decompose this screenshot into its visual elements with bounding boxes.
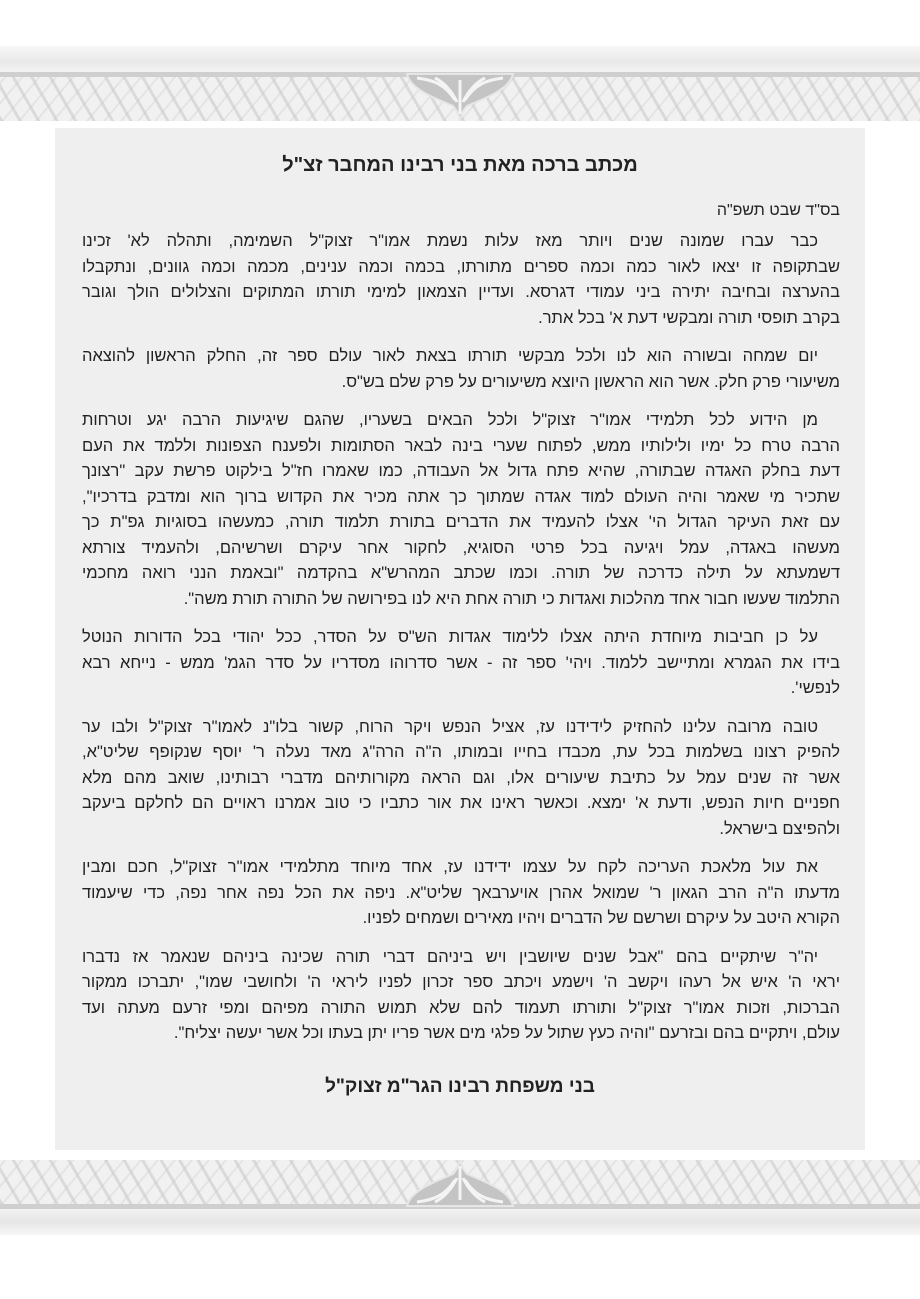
paragraph <box>82 945 840 1047</box>
paragraph <box>82 625 840 702</box>
paragraph-line: שבתקופה זו יצאו לאור כמה וכמה ספרים מתורתו, בכמה וכמה ענינים, מכמה וכמה גוונים, ונתקבלו <box>82 257 840 276</box>
paragraph-line: בקרב תופסי תורה ומבקשי דעת א' בכל אתר. <box>538 308 840 327</box>
paragraph-line: עולם, ויתקיים בהם ובזרעם "והיה כעץ שתול על פלגי מים אשר פריו יתן בעתו וכל אשר יעשה יצליח". <box>173 1024 840 1042</box>
paragraph-line: משיעורי פרק חלק. אשר הוא הראשון היוצא משיעורים על פרק שלם בש"ס. <box>341 372 840 391</box>
top-border-bar <box>0 46 920 72</box>
paragraph-line: בהערצה ובחיבה יתירה ביני עמודי דגרסא. ועדיין הצמאון למימי תורתו המתוקים והצלולים הולך וגובר <box>82 283 840 301</box>
paragraph-line: ולהפיצם בישראל. <box>719 819 840 838</box>
paragraph-line: מן הידוע לכל תלמידי אמו"ר זצוק"ל ולכל הבאים בשעריו, שהגם שיגיעות הרבה יגע וטרחות <box>82 411 818 429</box>
paragraph-line: על כן חביבות מיוחדת היתה אצלו ללימוד אגדות הש"ס על הסדר, ככל יהודי בכל הדורות הנוטל <box>82 628 818 646</box>
paragraph-line: מדעתו ה"ה הרב הגאון ר' שמואל אהרן אויערבאך שליט"א. ניפה את הכל נפה אחר נפה, כדי שיעמוד <box>82 883 840 902</box>
letter-title: מכתב ברכה מאת בני רבינו המחבר זצ"ל <box>282 154 638 176</box>
paragraph-line: את עול מלאכת העריכה לקח על עצמו ידידנו עז, אחד מיוחד מתלמידי אמו"ר זצוק"ל, חכם ומבין <box>82 858 818 876</box>
paragraph-line: הברכות, וזכות אמו"ר זצוק"ל ותורתו תעמוד להם שלא תמוש התורה מפיהם ומפי זרעם מעתה ועד <box>82 998 840 1017</box>
paragraph-line: אשר זה שנים עמל על כתיבת שיעורים אלו, וגם הראה מקורותיהם מדברי רבותינו, שואב מהם מלא <box>82 768 840 787</box>
bottom-center-ornament-icon <box>405 1160 515 1210</box>
paragraph-line: חפניים חיות הנפש, ודעת א' ימצא. וכאשר ראינו את אור כתביו כי טוב אמרנו ראויים הם לחלקם ביעקב <box>82 794 840 812</box>
paragraph-line: טובה מרובה עלינו להחזיק לידידנו עז, אציל הנפש ויקר הרוח, קשור בלו"נ לאמו"ר זצוק"ל ולבו ער <box>82 717 818 736</box>
bottom-border-bar <box>0 1209 920 1235</box>
paragraph-line: להפיק רצונו בשלמות בכל עת, מכבדו בחייו ובמותו, ה"ה הרה"ג מאד נעלה ר' יוסף שנקופף שליט"א, <box>82 743 840 761</box>
paragraph-line: יום שמחה ובשורה הוא לנו ולכל מבקשי תורתו בצאת לאור עולם ספר זה, החלק הראשון להוצאה <box>82 347 818 365</box>
paragraph-line: בידו את הגמרא ומתיישב ללמוד. ויהי' ספר זה - אשר סדרוהו מסדריו על סדר הגמ' ממש - נייחא רבא <box>82 653 840 672</box>
paragraph-line: עם זאת העיקר הגדול הי' אצלו להעמיד את הדברים בתורת תלמוד תורה, כמעשהו בסוגיות גפ"ת כך <box>82 513 840 531</box>
paragraph-line: שתכיר מי שאמר והיה העולם למוד אגדה שמתוך כך אתה מכיר את הקדוש ברוך הוא ומדבק בדרכיו", <box>82 487 840 506</box>
letter-body <box>82 229 840 1047</box>
letter-signature: בני משפחת רבינו הגר"מ זצוק"ל <box>325 1076 595 1097</box>
paragraph <box>82 344 840 395</box>
paragraph-line: דעת בחלק האגדה שבתורה, שהיא פתח גדול אל העבודה, כמו שאמרו חז"ל בילקוט פרשת עקב "רצונך <box>82 462 840 480</box>
paragraph-line: מעשהו באגדה, עמל ויגיעה בכל פרטי הסוגיא, לחקור אחר עיקרם ושרשיהם, ולהעמיד צורתא <box>82 538 840 557</box>
letter-date: בס"ד שבט תשפ"ה <box>716 202 840 219</box>
top-center-ornament-icon <box>405 70 515 120</box>
paragraph <box>82 408 840 612</box>
paragraph <box>82 229 840 331</box>
paragraph-line: הרבה טרח כל ימיו ולילותיו ממש, לפתוח שערי בינה לבאר הסתומות ולפענח הצפונות וללמד את העם <box>82 436 840 455</box>
paragraph-line: דשמעתא על תילה כדרכה של תורה. וכמו שכתב המהרש"א בהקדמה "ובאמת הנני רואה מחכמי <box>82 564 840 582</box>
paragraph-line: לנפשי'. <box>790 679 840 697</box>
paragraph <box>82 715 840 843</box>
paragraph-line: יה"ר שיתקיים בהם "אבל שנים שיושבין ויש ביניהם דברי תורה שכינה ביניהם שנאמר אז נדברו <box>82 947 818 966</box>
paragraph-line: כבר עברו שמונה שנים ויותר מאז עלות נשמת אמו"ר זצוק"ל השמימה, ותהלה לא' זכינו <box>82 232 818 250</box>
paragraph-line: יראי ה' איש אל רעהו ויקשב ה' וישמע ויכתב ספר זכרון לפניו ליראי ה' ולחושבי שמו", יתברכו ממקור <box>82 973 840 991</box>
paragraph-line: התלמוד שעשו חבור אחד מהלכות ואגדות כי תורה אחת היא לנו בפירושה של התורה תורת משה". <box>183 589 840 608</box>
paragraph <box>82 855 840 932</box>
paragraph-line: הקורא היטב על עיקרם ושרשם של הדברים ויהיו מאירים ושמחים לפניו. <box>362 909 840 927</box>
